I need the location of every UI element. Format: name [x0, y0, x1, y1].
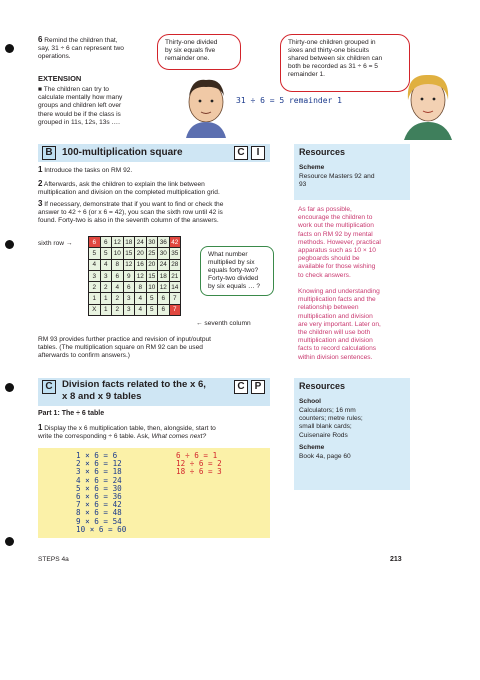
extension-text: ■ The children can try to calculate mentally how many groups and children left over there would be if the class is grouped in 11s, 12s, 13s …. [38, 86, 123, 126]
sixth-row-label: sixth row → [38, 240, 73, 247]
text-line: Remind the children that, [44, 37, 118, 44]
handwritten-equation: 31 ÷ 6 = 5 remainder 1 [236, 96, 342, 105]
tag-i: I [251, 146, 265, 160]
speech-bubble-right: Thirty-one children grouped in sixes and thirty-one biscuits shared between six children can both be recorded as 31 ÷ 6 = 5 remainder 1. [280, 34, 410, 92]
footer-label: STEPS 4a [38, 556, 69, 563]
grid-row: 6 6 12 18 24 30 36 42 [89, 237, 181, 248]
school-heading: School [299, 398, 321, 405]
speech-bubble-left: Thirty-one divided by six equals five remainder one. [157, 34, 241, 70]
text-line: operations. [38, 53, 71, 61]
page-number: 213 [390, 556, 402, 563]
margin-bullet [5, 383, 14, 392]
scheme-text: Book 4a, page 60 [299, 453, 351, 460]
section-b-paragraph-1: 1 Introduce the tasks on RM 92. [38, 165, 133, 174]
text-line: say, 31 ÷ 6 can represent two [38, 45, 124, 53]
grid-row: 1 1 2 3 4 5 6 7 [89, 293, 181, 304]
resources-box-b [294, 144, 410, 200]
section-b-paragraph-2: 2 Afterwards, ask the children to explain the link between multiplication and division on the completed multiplication grid. [38, 179, 220, 197]
school-text: Calculators; 16 mm counters; metre rules; small blank cards; Cuisenaire Rods [299, 407, 363, 439]
multiplication-grid [88, 236, 181, 316]
scheme-heading: Scheme [299, 444, 325, 451]
section-title: Division facts related to the x 6, x 8 and x 9 tables [62, 379, 206, 402]
division-table: 6 ÷ 6 = 1 12 ÷ 6 = 2 18 ÷ 6 = 3 [176, 451, 222, 477]
section-letter: C [42, 380, 56, 394]
part-heading: Part 1: The ÷ 6 table [38, 410, 105, 417]
tag-c: C [234, 380, 248, 394]
tag-p: P [251, 380, 265, 394]
scheme-heading: Scheme [299, 164, 325, 171]
section-b-after-text: RM 93 provides further practice and revision of input/output tables. (The multiplication square on RM 92 can be used afterwards to confirm answers.) [38, 336, 211, 360]
section-title: 100-multiplication square [62, 147, 183, 158]
margin-bullet [5, 240, 14, 249]
section-letter: B [42, 146, 56, 160]
grid-row: X 1 2 3 4 5 6 7 [89, 304, 181, 315]
resources-box-c [294, 378, 410, 490]
paragraph-number: 6 [38, 35, 43, 44]
section-c-paragraph-1: 1 Display the x 6 multiplication table, then, alongside, start to write the corresponding ÷ 6 table. Ask, What comes next? [38, 423, 216, 441]
scheme-text: Resource Masters 92 and 93 [299, 173, 375, 189]
extension-heading: EXTENSION [38, 74, 82, 83]
section-c-header [38, 378, 270, 406]
grid-row: 4 4 8 12 16 20 24 28 [89, 259, 181, 270]
margin-bullet [5, 537, 14, 546]
times-table: 1 × 6 = 6 2 × 6 = 12 3 × 6 = 18 4 × 6 = 24 5 × 6 = 30 6 × 6 = 36 7 × 6 = 42 8 × 6 = 48 9 × 6 = 54 10 × 6 = 60 [76, 451, 127, 534]
intro-paragraph-6 [38, 36, 158, 62]
tag-c: C [234, 146, 248, 160]
resources-heading: Resources [299, 381, 346, 391]
section-b-header [38, 144, 270, 162]
grid-speech-bubble: What number multiplied by six equals forty-two? Forty-two divided by six equals … ? [200, 246, 274, 296]
margin-bullet [5, 44, 14, 53]
boy-illustration [180, 76, 232, 138]
grid-row: 5 5 10 15 20 25 30 35 [89, 248, 181, 259]
table-paper [38, 448, 270, 538]
resources-heading: Resources [299, 147, 346, 157]
grid-row: 2 2 4 6 8 10 12 14 [89, 282, 181, 293]
teacher-note-b: As far as possible, encourage the children to work out the multiplication facts on RM 92 by mental methods. However, practical apparatus such as 10 × 10 pegboards should be available for those wishing to check answers. Knowing and understanding multiplication facts and the relationship between multiplication and division are very important. Later on, the children will use both multiplication and division facts to record calculations within division sentences. [298, 206, 381, 361]
section-b-paragraph-3: 3 If necessary, demonstrate that if you want to find or check the answer to 42 ÷ 6 (or x 6 = 42), you scan the sixth row until 42 is found. Forty-two is also in the seventh column of the answers. [38, 199, 224, 225]
teacher-illustration [400, 70, 456, 140]
grid-row: 3 3 6 9 12 15 18 21 [89, 270, 181, 281]
seventh-column-label: ← seventh column [196, 320, 251, 327]
